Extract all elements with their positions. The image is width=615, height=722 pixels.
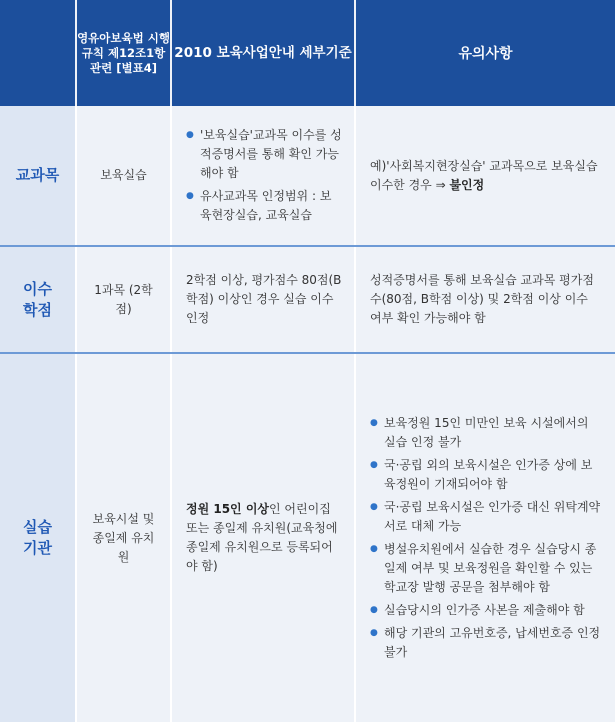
header-law: 영유아보육법 시행규칙 제12조1항 관련 [별표4] — [77, 0, 170, 106]
note-institution-item: ● 실습당시의 인가증 사본을 제출해야 함 — [370, 601, 601, 620]
law-credits: 1과목 (2학점) — [94, 282, 153, 316]
header-note: 유의사항 — [356, 0, 615, 106]
std-subject-item: ● 유사교과목 인정범위 : 보육현장실습, 교육실습 — [186, 187, 342, 225]
note-subject-text: 예)'사회복지현장실습' 교과목으로 보육실습 이수한 경우 ⇒ — [370, 158, 598, 192]
row-divider — [0, 245, 615, 247]
category-institution: 실습 기관 — [0, 354, 75, 722]
category-subject: 교과목 — [0, 106, 75, 245]
header-corner — [0, 0, 75, 106]
note-credits: 성적증명서를 통해 보육실습 교과목 평가점수(80점, B학점 이상) 및 2학점 이상 이수 여부 확인 가능해야 함 — [370, 273, 594, 325]
std-subject — [172, 106, 354, 245]
std-credits: 2학점 이상, 평가점수 80점(B학점) 이상인 경우 실습 이수 인정 — [186, 273, 342, 325]
note-institution-item: ● 국·공립 외의 보육시설은 인가증 상에 보육정원이 기재되어야 함 — [370, 456, 601, 494]
std-institution-text: 인 어린이집 또는 종일제 유치원(교육청에 종일제 유치원으로 등록되어야 함) — [186, 502, 338, 573]
note-institution — [356, 354, 615, 722]
column-divider — [170, 106, 172, 722]
note-subject — [356, 106, 615, 245]
note-subject-bold: 불인정 — [449, 177, 485, 192]
column-divider — [354, 106, 356, 722]
law-institution: 보육시설 및 종일제 유치원 — [92, 511, 155, 564]
std-subject-item: ● '보육실습'교과목 이수를 성적증명서를 통해 확인 가능해야 함 — [186, 126, 342, 183]
note-institution-item: ● 보육정원 15인 미만인 보육 시설에서의 실습 인정 불가 — [370, 414, 601, 452]
std-institution — [172, 354, 354, 722]
column-divider — [75, 106, 77, 722]
row-divider — [0, 352, 615, 354]
note-institution-item: ● 해당 기관의 고유번호증, 납세번호증 인정 불가 — [370, 624, 601, 662]
law-subject: 보육실습 — [100, 168, 147, 182]
note-institution-item: ● 병설유치원에서 실습한 경우 실습당시 종일제 여부 및 보육정원을 확인할 수 있는 학교장 발행 공문을 첨부해야 함 — [370, 540, 601, 597]
std-institution-bold: 정원 15인 이상 — [186, 502, 270, 516]
header-standard: 2010 보육사업안내 세부기준 — [172, 0, 354, 106]
category-credits: 이수 학점 — [0, 247, 75, 352]
note-institution-item: ● 국·공립 보육시설은 인가증 대신 위탁계약서로 대체 가능 — [370, 498, 601, 536]
